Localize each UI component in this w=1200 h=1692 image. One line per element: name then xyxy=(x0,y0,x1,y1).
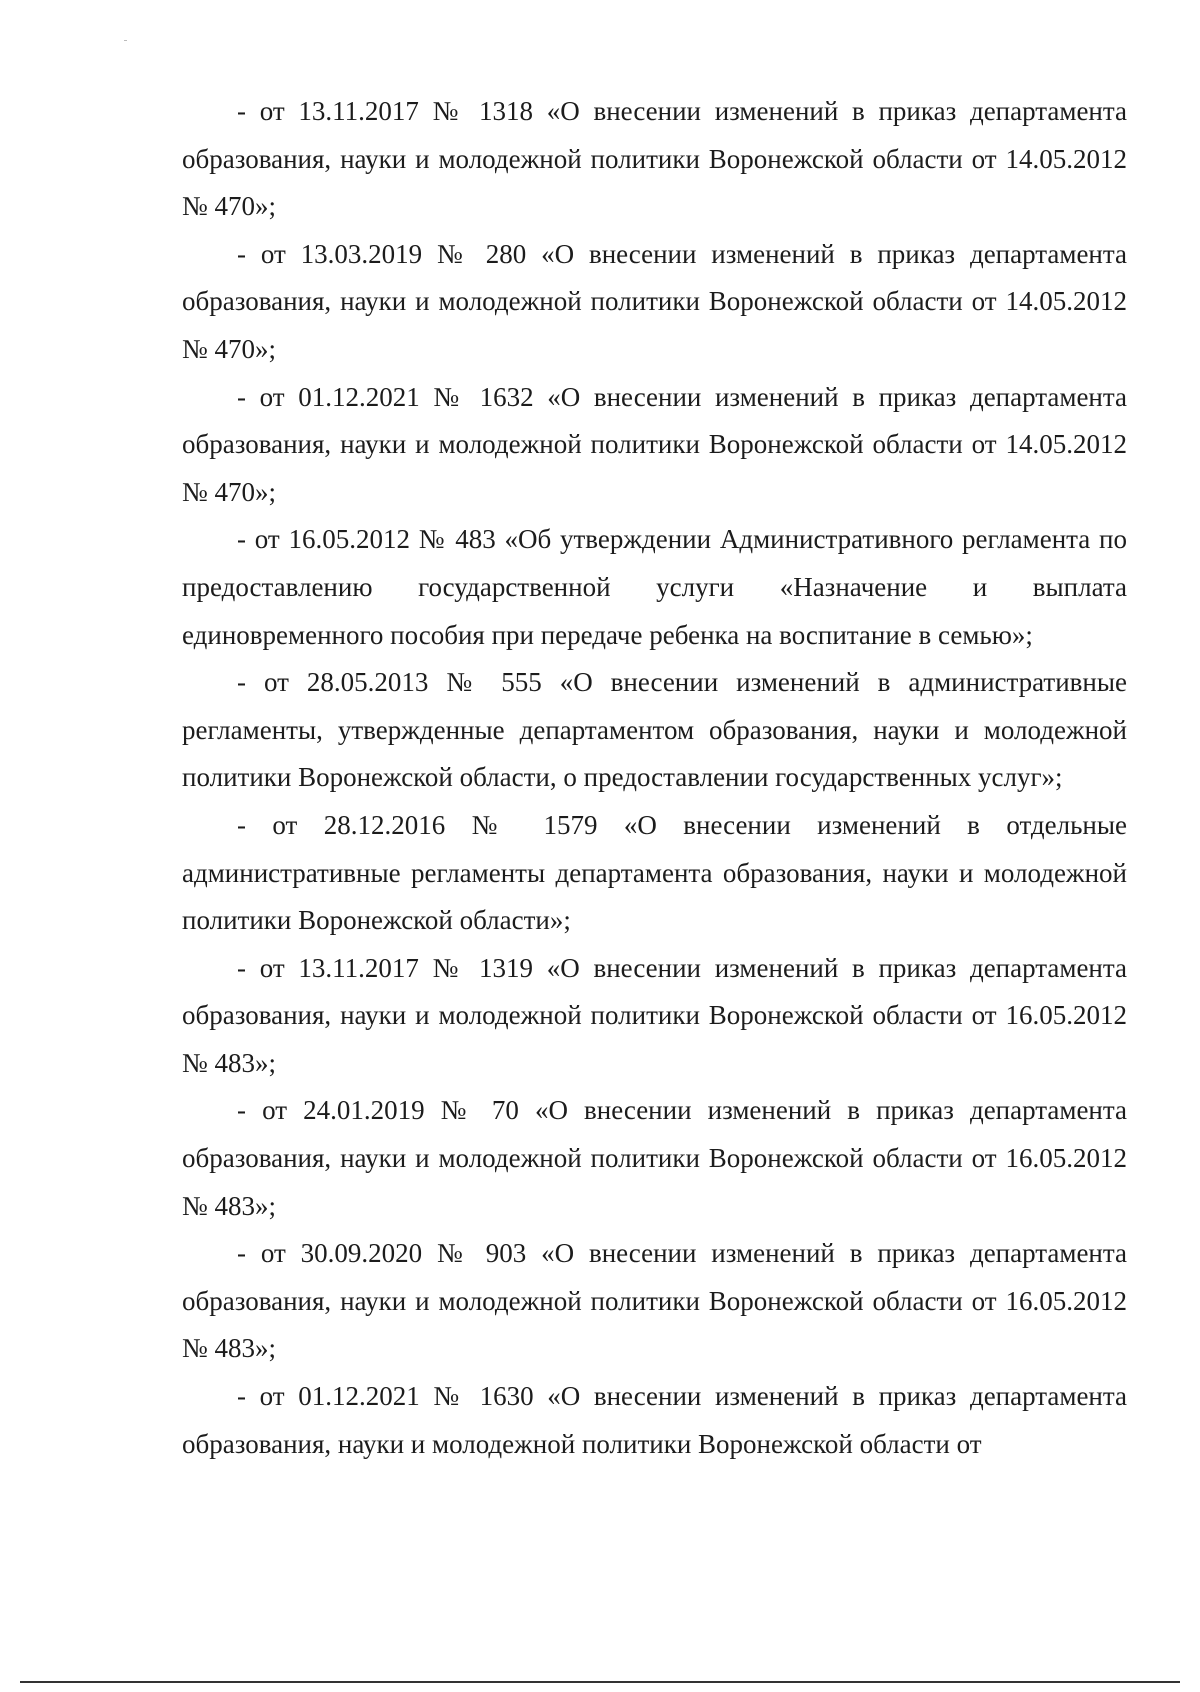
list-item: - от 30.09.2020 № 903 «О внесении изменений в приказ департамента образования, науки и молодежной политики Воронежской области от 16.05.2012 № 483»; xyxy=(182,1238,1127,1364)
list-item: - от 28.05.2013 № 555 «О внесении изменений в административные регламенты, утвержденные департаментом образования, науки и молодежной политики Воронежской области, о предоставлении государственных услуг»; xyxy=(182,667,1127,793)
list-item: - от 13.11.2017 № 1319 «О внесении изменений в приказ департамента образования, науки и молодежной политики Воронежской области от 16.05.2012 № 483»; xyxy=(182,952,1127,1078)
list-item: - от 28.12.2016 № 1579 «О внесении изменений в отдельные административные регламенты департамента образования, науки и молодежной политики Воронежской области»; xyxy=(182,809,1127,936)
list-item: - от 01.12.2021 № 1630 «О внесении изменений в приказ департамента образования, науки и молодежной политики Воронежской области от xyxy=(182,1381,1127,1459)
list-item: - от 13.03.2019 № 280 «О внесении изменений в приказ департамента образования, науки и молодежной политики Воронежской области от 14.05.2012 № 470»; xyxy=(182,238,1127,364)
list-item: - от 16.05.2012 № 483 «Об утверждении Административного регламента по предоставлению государственной услуги «Назначение и выплата единовременного пособия при передаче ребенка на воспитание в семью»; xyxy=(182,524,1127,650)
list-item: - от 24.01.2019 № 70 «О внесении изменений в приказ департамента образования, науки и молодежной политики Воронежской области от 16.05.2012 № 483»; xyxy=(182,1095,1127,1221)
page-bottom-rule xyxy=(20,1681,1180,1683)
list-item: - от 13.11.2017 № 1318 «О внесении изменений в приказ департамента образования, науки и молодежной политики Воронежской области от 14.05.2012 № 470»; xyxy=(182,96,1127,222)
document-body xyxy=(182,88,1127,1468)
list-item: - от 01.12.2021 № 1632 «О внесении изменений в приказ департамента образования, науки и молодежной политики Воронежской области от 14.05.2012 № 470»; xyxy=(182,381,1127,507)
scan-speck xyxy=(124,40,127,41)
